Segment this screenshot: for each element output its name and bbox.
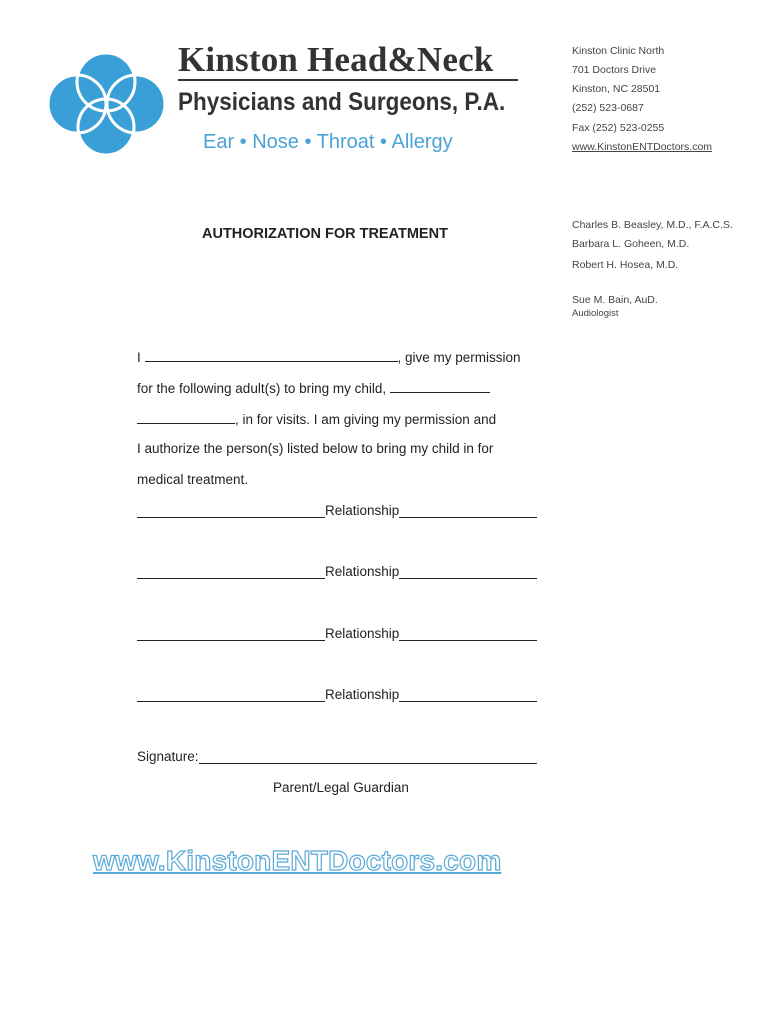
physician-2: Barbara L. Goheen, M.D. [572, 238, 690, 250]
relationship-label: Relationship [325, 687, 400, 702]
audiologist-name: Sue M. Bain, AuD. [572, 294, 658, 306]
relationship-label: Relationship [325, 564, 400, 579]
audiologist-title: Audiologist [572, 308, 619, 319]
clinic-phone: (252) 523-0687 [572, 102, 644, 114]
brand-tagline: Ear • Nose • Throat • Allergy [203, 131, 453, 153]
person-name-field[interactable] [137, 564, 325, 579]
clinic-fax: Fax (252) 523-0255 [572, 122, 665, 134]
relationship-field[interactable] [399, 626, 537, 641]
authorized-person-row-1 [137, 503, 537, 518]
authorized-person-row-4 [137, 687, 537, 702]
signature-field[interactable] [199, 749, 537, 764]
brand-underline [178, 79, 518, 81]
brand-subtitle: Physicians and Surgeons, P.A. [178, 88, 506, 116]
footer-website-link[interactable]: www.KinstonENTDoctors.com [93, 845, 502, 876]
relationship-field[interactable] [399, 564, 537, 579]
person-name-field[interactable] [137, 626, 325, 641]
physician-3: Robert H. Hosea, M.D. [572, 259, 679, 271]
authorized-person-row-3 [137, 626, 537, 641]
form-line-3: , in for visits. I am giving my permission and [137, 411, 496, 427]
form-line-1: I , give my permission [137, 350, 521, 365]
form-line-2: for the following adult(s) to bring my child, [137, 380, 490, 396]
person-name-field[interactable] [137, 503, 325, 518]
guardian-label: Parent/Legal Guardian [273, 780, 409, 795]
person-name-field[interactable] [137, 687, 325, 702]
clinic-name: Kinston Clinic North [572, 45, 665, 57]
clinic-city: Kinston, NC 28501 [572, 83, 661, 95]
signature-row [137, 749, 537, 764]
form-title: AUTHORIZATION FOR TREATMENT [202, 226, 448, 242]
relationship-field[interactable] [399, 503, 537, 518]
clinic-street: 701 Doctors Drive [572, 64, 657, 76]
relationship-label: Relationship [325, 626, 400, 641]
form-line-4: I authorize the person(s) listed below to bring my child in for [137, 441, 494, 456]
child-name-field-part1[interactable] [390, 380, 490, 393]
clinic-website-link[interactable]: www.KinstonENTDoctors.com [572, 141, 713, 153]
child-name-field-part2[interactable] [137, 411, 235, 424]
logo-rings-icon [44, 50, 169, 156]
relationship-field[interactable] [399, 687, 537, 702]
relationship-label: Relationship [325, 503, 400, 518]
form-line-5: medical treatment. [137, 472, 249, 487]
parent-name-field[interactable] [145, 349, 398, 362]
signature-label: Signature: [137, 749, 199, 764]
authorized-person-row-2 [137, 564, 537, 579]
brand-name: Kinston Head&Neck [178, 40, 494, 79]
physician-1: Charles B. Beasley, M.D., F.A.C.S. [572, 219, 733, 231]
